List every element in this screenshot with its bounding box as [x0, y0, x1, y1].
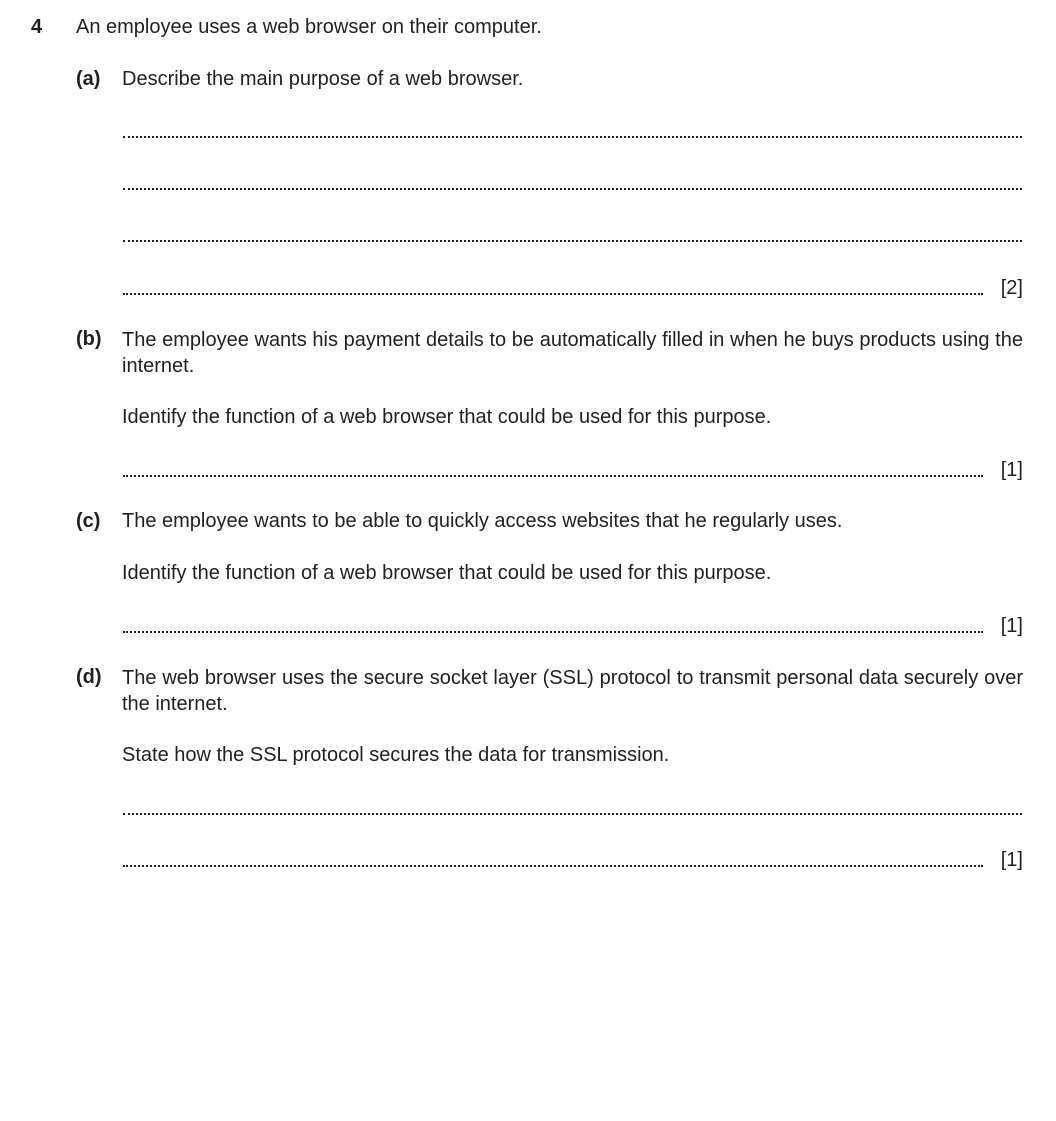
- part-b-instruction: Identify the function of a web browser that could be used for this purpose.: [122, 406, 772, 428]
- part-b-answer-line[interactable]: [123, 475, 983, 477]
- part-c-label: (c): [76, 510, 101, 532]
- part-c-instruction: Identify the function of a web browser that could be used for this purpose.: [122, 562, 772, 584]
- part-a-answer-line-1[interactable]: [123, 136, 1022, 138]
- part-a-question: Describe the main purpose of a web browser.: [122, 68, 524, 90]
- part-c-question: The employee wants to be able to quickly access websites that he regularly uses.: [122, 510, 843, 532]
- part-a-label: (a): [76, 68, 101, 90]
- part-d-answer-line-1[interactable]: [123, 813, 1022, 815]
- part-a-mark: [2]: [1000, 277, 1023, 299]
- part-c-mark: [1]: [1000, 615, 1023, 637]
- part-a-answer-line-2[interactable]: [123, 188, 1022, 190]
- part-b-mark: [1]: [1000, 459, 1023, 481]
- part-d-mark: [1]: [1000, 849, 1023, 871]
- part-d-question: The web browser uses the secure socket layer (SSL) protocol to transmit personal data securely over the internet.: [122, 667, 1023, 715]
- part-b-question: The employee wants his payment details to be automatically filled in when he buys products using the internet.: [122, 329, 1023, 377]
- question-stem: An employee uses a web browser on their computer.: [76, 16, 542, 38]
- question-number: 4: [31, 16, 43, 38]
- part-d-label: (d): [76, 666, 102, 688]
- part-b-label: (b): [76, 328, 102, 350]
- part-d-instruction: State how the SSL protocol secures the data for transmission.: [122, 744, 670, 766]
- part-d-answer-line-2[interactable]: [123, 865, 983, 867]
- part-a-answer-line-3[interactable]: [123, 240, 1022, 242]
- part-c-answer-line[interactable]: [123, 631, 983, 633]
- part-a-answer-line-4[interactable]: [123, 293, 983, 295]
